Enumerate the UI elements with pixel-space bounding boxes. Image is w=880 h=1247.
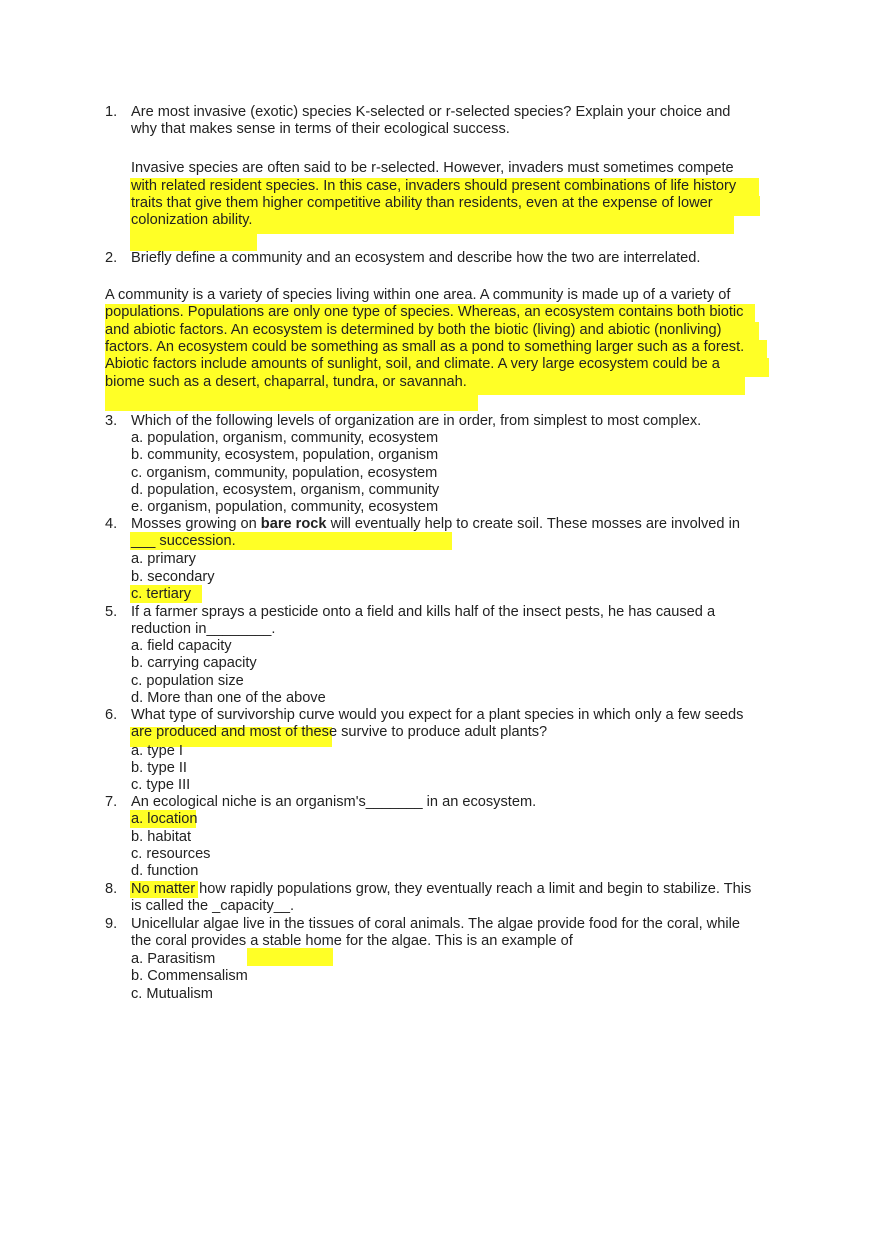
q5-option-b: b. carrying capacity: [131, 655, 257, 671]
q3-option-e: e. organism, population, community, ecosystem: [131, 499, 439, 515]
q3-option-c: c. organism, community, population, ecosystem: [131, 465, 438, 481]
q7-option-c: c. resources: [131, 846, 211, 862]
q1-answer-line3: traits that give them higher competitive ability than residents, even at the expense of lower: [131, 195, 713, 211]
q5-text-line1: If a farmer sprays a pesticide onto a field and kills half of the insect pests, he has caused a: [131, 604, 716, 620]
highlight-q1-d: [130, 233, 257, 251]
q1-number: 1.: [105, 104, 118, 120]
q9-option-c: c. Mutualism: [131, 986, 213, 1002]
q4-text-pre: Mosses growing on: [131, 516, 261, 532]
q2-answer-line5: Abiotic factors include amounts of sunlight, soil, and climate. A very large ecosystem could be a: [105, 356, 720, 372]
q2-answer-line4: factors. An ecosystem could be something as small as a pond to something larger such as a forest.: [105, 339, 745, 355]
q8-number: 8.: [105, 881, 118, 897]
q9-option-a: a. Parasitism: [131, 951, 216, 967]
q6-number: 6.: [105, 707, 118, 723]
q9-text-line2: the coral provides a stable home for the algae. This is an example of: [131, 933, 573, 949]
q7-option-a: a. location: [131, 811, 198, 827]
q7-number: 7.: [105, 794, 118, 810]
q1-text-line1: Are most invasive (exotic) species K-selected or r-selected species? Explain your choice and: [131, 104, 731, 120]
q8-text-line2: is called the _capacity__.: [131, 898, 295, 914]
q1-answer-line2: with related resident species. In this case, invaders should present combinations of life history: [131, 178, 737, 194]
q5-number: 5.: [105, 604, 118, 620]
highlight-q2-f: [105, 394, 478, 411]
q4-option-c: c. tertiary: [131, 586, 192, 602]
q1-answer-line4: colonization ability.: [131, 212, 253, 228]
q3-option-a: a. population, organism, community, ecosystem: [131, 430, 439, 446]
q6-text-line1: What type of survivorship curve would you expect for a plant species in which only a few seeds: [131, 707, 744, 723]
q4-text-post: will eventually help to create soil. These mosses are involved in: [326, 516, 740, 532]
q4-text-bold: bare rock: [260, 516, 327, 532]
q3-option-d: d. population, ecosystem, organism, community: [131, 482, 440, 498]
q5-option-a: a. field capacity: [131, 638, 232, 654]
q5-option-d: d. More than one of the above: [131, 690, 326, 706]
q6-option-b: b. type II: [131, 760, 187, 776]
q6-option-c: c. type III: [131, 777, 191, 793]
q2-answer-line6: biome such as a desert, chaparral, tundra, or savannah.: [105, 374, 467, 390]
q4-text-line2: ___ succession.: [131, 533, 236, 549]
q8-text-line1: No matter how rapidly populations grow, they eventually reach a limit and begin to stabilize. This: [131, 881, 752, 897]
q3-text-line1: Which of the following levels of organization are in order, from simplest to most complex.: [131, 413, 702, 429]
q1-answer-line1: Invasive species are often said to be r-selected. However, invaders must sometimes compete: [131, 160, 734, 176]
q7-text-line1: An ecological niche is an organism's_______ in an ecosystem.: [131, 794, 537, 810]
q9-text-line1: Unicellular algae live in the tissues of coral animals. The algae provide food for the coral, while: [131, 916, 740, 932]
q6-text-line2: are produced and most of these survive to produce adult plants?: [131, 724, 548, 740]
q4-number: 4.: [105, 516, 118, 532]
q4-option-b: b. secondary: [131, 569, 215, 585]
highlight-q9: [247, 948, 333, 966]
q2-answer-line1: A community is a variety of species living within one area. A community is made up of a variety of: [105, 287, 731, 303]
q5-text-line2: reduction in________.: [131, 621, 276, 637]
q9-number: 9.: [105, 916, 118, 932]
q3-number: 3.: [105, 413, 118, 429]
q4-text-line1: [131, 516, 740, 533]
q7-option-d: d. function: [131, 863, 199, 879]
q2-answer-line2: populations. Populations are only one type of species. Whereas, an ecosystem contains both biotic: [105, 304, 744, 320]
q6-option-a: a. type I: [131, 743, 183, 759]
q3-option-b: b. community, ecosystem, population, organism: [131, 447, 439, 463]
q7-option-b: b. habitat: [131, 829, 192, 845]
q2-number: 2.: [105, 250, 118, 266]
q4-option-a: a. primary: [131, 551, 196, 567]
q2-text-line1: Briefly define a community and an ecosystem and describe how the two are interrelated.: [131, 250, 701, 266]
q9-option-b: b. Commensalism: [131, 968, 248, 984]
q1-text-line2: why that makes sense in terms of their ecological success.: [131, 121, 510, 137]
q5-option-c: c. population size: [131, 673, 244, 689]
q2-answer-line3: and abiotic factors. An ecosystem is determined by both the biotic (living) and abiotic (nonliving): [105, 322, 722, 338]
